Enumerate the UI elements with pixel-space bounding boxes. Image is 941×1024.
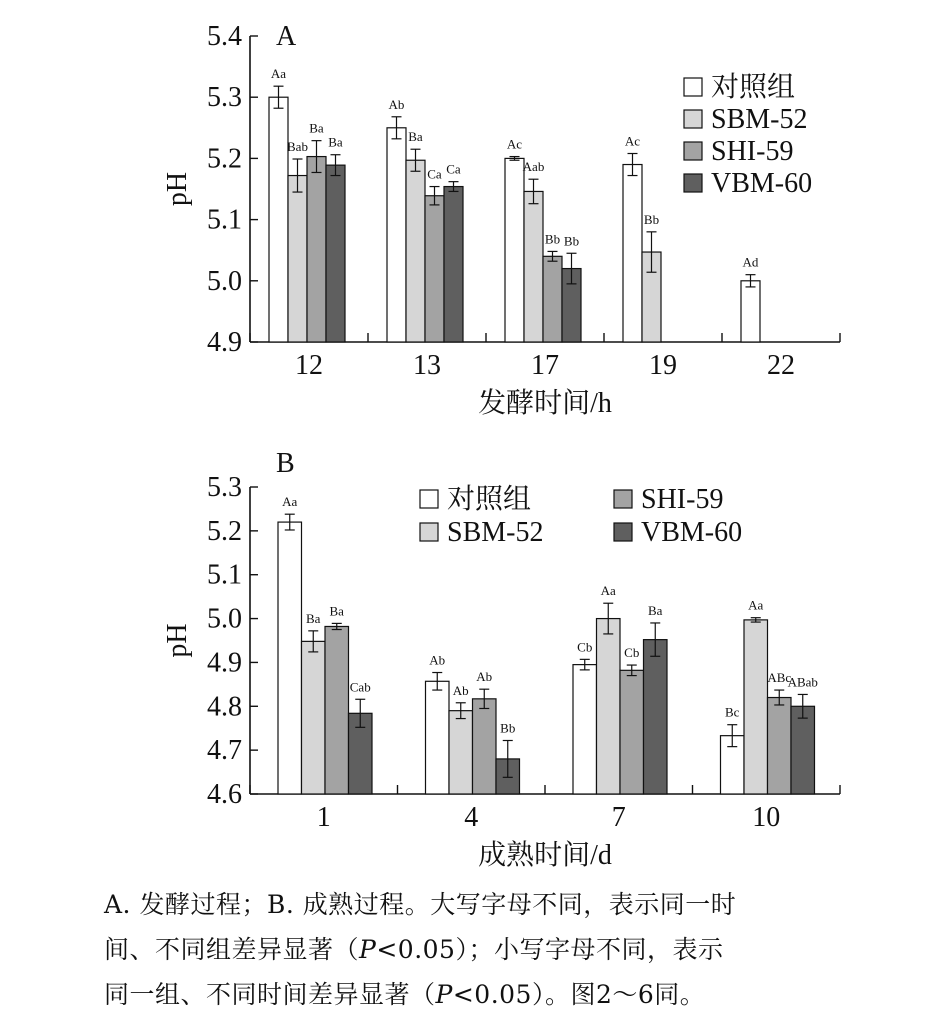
y-tick-label: 5.1 xyxy=(207,204,242,236)
significance-label: Ac xyxy=(506,136,523,152)
bar-b-SBM-52-7 xyxy=(597,619,621,794)
significance-label: Aa xyxy=(270,66,287,82)
caption-line-2-p: P xyxy=(359,935,377,964)
x-tick-label: 10 xyxy=(752,802,781,833)
y-tick-label: 5.1 xyxy=(207,559,242,591)
bar-a-SBM-52-17 xyxy=(524,191,543,342)
bar-b-SBM-52-1 xyxy=(302,641,326,794)
bar-b-对照组-1 xyxy=(278,522,302,794)
significance-label: Aab xyxy=(522,159,545,175)
legend-entry: SBM-52 xyxy=(711,104,808,135)
bar-a-对照组-19 xyxy=(623,165,642,342)
x-tick-label: 13 xyxy=(413,350,441,381)
bar-a-对照组-12 xyxy=(269,97,288,342)
significance-label: Ca xyxy=(446,161,461,177)
significance-label: Ab xyxy=(452,682,469,698)
significance-label: Ba xyxy=(329,603,344,619)
y-tick-label: 5.4 xyxy=(207,21,242,52)
legend-entry: SHI-59 xyxy=(711,136,794,167)
significance-label: Cab xyxy=(349,679,371,695)
significance-label: Bb xyxy=(500,720,516,736)
bar-a-VBM-60-13 xyxy=(444,187,463,342)
bar-b-SHI-59-10 xyxy=(768,698,792,794)
bar-a-对照组-13 xyxy=(387,128,406,342)
y-tick-label: 4.7 xyxy=(207,735,242,767)
legend-entry: SHI-59 xyxy=(641,484,724,515)
significance-label: Ba xyxy=(328,134,343,150)
bar-b-SBM-52-4 xyxy=(449,711,473,794)
x-tick-label: 7 xyxy=(611,802,626,833)
y-tick-label: 4.9 xyxy=(207,647,242,679)
y-tick-label: 5.2 xyxy=(207,515,242,547)
significance-label: Ba xyxy=(306,610,321,626)
significance-label: Bab xyxy=(287,139,308,155)
caption-line-1: A. 发酵过程；B. 成熟过程。大写字母不同，表示同一时 xyxy=(104,890,737,919)
caption-line-2-b: <0.05）；小写字母不同，表示 xyxy=(376,935,724,964)
significance-label: ABab xyxy=(787,674,818,690)
caption-line-3-a: 同一组、不同时间差异显著（ xyxy=(104,980,436,1009)
x-tick-label: 22 xyxy=(767,350,795,381)
significance-label: Bb xyxy=(643,211,660,227)
significance-label: Cb xyxy=(624,645,640,661)
legend-swatch xyxy=(684,110,702,128)
chart-b xyxy=(0,440,941,880)
significance-label: Aa xyxy=(282,494,298,510)
significance-label: Aa xyxy=(600,583,616,599)
bar-b-SHI-59-4 xyxy=(473,699,497,794)
chart-a xyxy=(0,0,941,440)
caption-line-2-a: 间、不同组差异显著（ xyxy=(104,935,360,964)
significance-label: Ac xyxy=(624,133,641,149)
bar-a-SHI-59-12 xyxy=(307,157,326,342)
bar-b-VBM-60-10 xyxy=(791,706,815,794)
y-axis-title: pH xyxy=(162,171,193,207)
significance-label: Bb xyxy=(563,233,580,249)
y-tick-label: 4.8 xyxy=(207,691,242,723)
bar-b-VBM-60-7 xyxy=(644,640,668,794)
bar-a-对照组-22 xyxy=(741,281,760,342)
x-tick-label: 19 xyxy=(649,350,677,381)
bar-a-SHI-59-13 xyxy=(425,196,444,342)
x-tick-label: 4 xyxy=(464,802,479,833)
legend-swatch xyxy=(420,523,438,541)
legend-entry: VBM-60 xyxy=(711,168,813,199)
caption-line-3-b: <0.05）。图2～6同。 xyxy=(452,980,706,1009)
significance-label: Ba xyxy=(648,602,663,618)
legend-entry: SBM-52 xyxy=(447,517,544,548)
significance-label: Ba xyxy=(309,120,324,136)
y-tick-label: 5.3 xyxy=(207,472,242,503)
legend-swatch xyxy=(684,174,702,192)
legend-swatch xyxy=(614,490,632,508)
legend-entry: VBM-60 xyxy=(641,517,743,548)
legend-swatch xyxy=(684,78,702,96)
significance-label: Ab xyxy=(388,96,405,112)
bar-a-SHI-59-17 xyxy=(543,256,562,342)
significance-label: Bc xyxy=(725,704,740,720)
bar-b-SHI-59-7 xyxy=(620,670,644,794)
bar-b-对照组-4 xyxy=(426,681,450,794)
y-tick-label: 5.0 xyxy=(207,603,242,635)
bar-a-SBM-52-12 xyxy=(288,176,307,342)
caption-line-3 xyxy=(104,972,894,1017)
significance-label: Ba xyxy=(408,129,423,145)
y-tick-label: 5.2 xyxy=(207,143,242,175)
y-tick-label: 5.0 xyxy=(207,265,242,297)
panel-label: B xyxy=(276,448,295,479)
x-tick-label: 12 xyxy=(295,350,323,381)
significance-label: Ad xyxy=(742,254,759,270)
legend-swatch xyxy=(614,523,632,541)
significance-label: ABc xyxy=(767,670,792,686)
significance-label: Ab xyxy=(429,652,446,668)
y-tick-label: 4.6 xyxy=(207,779,242,810)
significance-label: Aa xyxy=(748,597,764,613)
x-axis-title: 成熟时间/d xyxy=(478,840,612,871)
y-axis-title: pH xyxy=(162,623,193,658)
x-tick-label: 17 xyxy=(531,350,559,381)
bar-b-对照组-7 xyxy=(573,665,597,794)
legend-swatch xyxy=(684,142,702,160)
bar-a-VBM-60-12 xyxy=(326,165,345,342)
legend-entry: 对照组 xyxy=(447,484,532,515)
bar-b-SBM-52-10 xyxy=(744,620,768,794)
significance-label: Ab xyxy=(476,669,493,685)
bar-a-SBM-52-13 xyxy=(406,160,425,342)
significance-label: Ca xyxy=(427,166,442,182)
legend-entry: 对照组 xyxy=(711,72,796,103)
bar-b-SHI-59-1 xyxy=(325,626,349,794)
panel-label: A xyxy=(276,21,297,52)
legend-swatch xyxy=(420,490,438,508)
significance-label: Cb xyxy=(577,639,593,655)
significance-label: Bb xyxy=(544,231,561,247)
y-tick-label: 5.3 xyxy=(207,82,242,114)
caption-line-3-p: P xyxy=(435,980,453,1009)
x-axis-title: 发酵时间/h xyxy=(478,388,612,419)
y-tick-label: 4.9 xyxy=(207,327,242,358)
figure-caption xyxy=(104,882,894,1017)
caption-line-2 xyxy=(104,927,894,972)
bar-a-对照组-17 xyxy=(505,158,524,342)
x-tick-label: 1 xyxy=(316,802,331,833)
